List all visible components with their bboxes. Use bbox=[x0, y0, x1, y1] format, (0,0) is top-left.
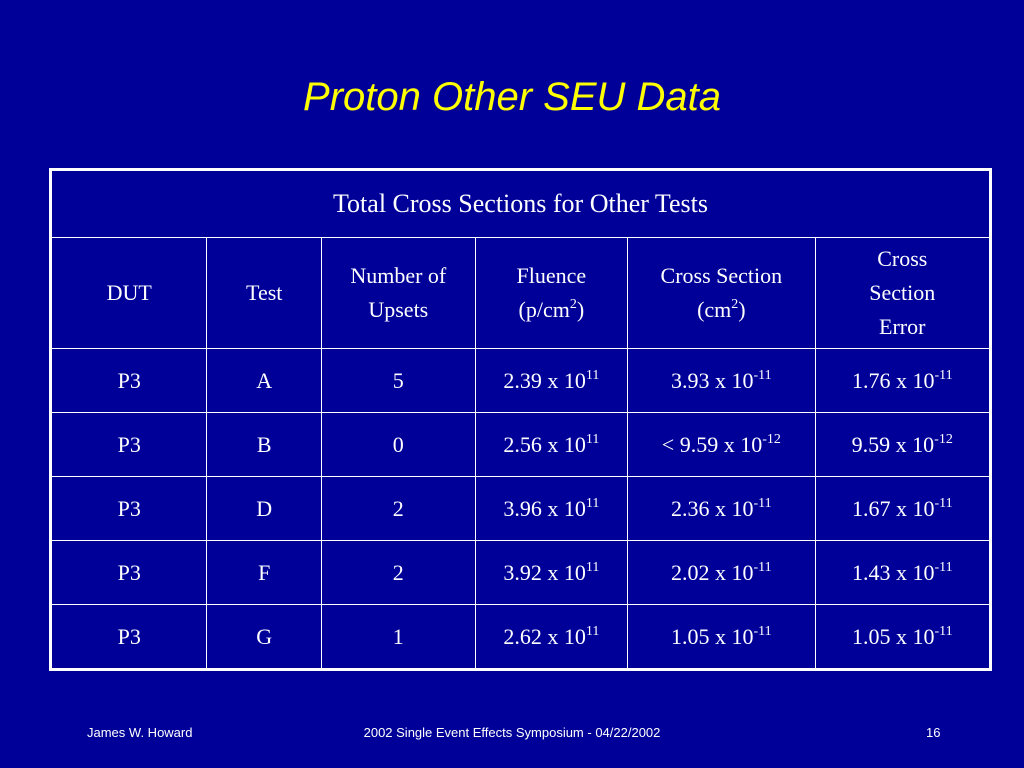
table-row bbox=[51, 605, 991, 670]
cell-err-base: 1.05 x 10 bbox=[851, 623, 935, 649]
cell-xs-base: < 9.59 x 10 bbox=[661, 431, 763, 457]
header-fluence-unit: (p/cm bbox=[518, 297, 570, 322]
cell-err-exp: -11 bbox=[934, 559, 953, 575]
cell-cross-section bbox=[628, 477, 815, 541]
cell-dut: P3 bbox=[51, 413, 207, 477]
slide-title: Proton Other SEU Data bbox=[303, 75, 721, 119]
header-xs-line1: Cross Section bbox=[660, 263, 783, 288]
cell-cross-section-error bbox=[815, 477, 990, 541]
cell-test: B bbox=[207, 413, 322, 477]
cell-cross-section-error bbox=[815, 413, 990, 477]
cell-upsets: 2 bbox=[322, 541, 476, 605]
cell-fluence bbox=[475, 477, 628, 541]
cell-test: D bbox=[207, 477, 322, 541]
header-xs-unit-close: ) bbox=[738, 297, 746, 322]
table-row bbox=[51, 541, 991, 605]
footer-event: 2002 Single Event Effects Symposium - 04/22/2002 bbox=[363, 725, 661, 740]
cell-dut: P3 bbox=[51, 605, 207, 670]
cell-fluence bbox=[475, 541, 628, 605]
header-dut: DUT bbox=[51, 238, 207, 349]
cell-xs-base: 2.02 x 10 bbox=[671, 559, 754, 585]
table-row bbox=[51, 349, 991, 413]
cell-xs-base: 3.93 x 10 bbox=[671, 367, 754, 393]
table-caption: Total Cross Sections for Other Tests bbox=[51, 170, 991, 238]
table-caption-row bbox=[51, 170, 991, 238]
cell-fluence-exp: 11 bbox=[585, 559, 600, 575]
header-test: Test bbox=[207, 238, 322, 349]
header-xserr-line2: Section bbox=[869, 280, 936, 305]
cell-fluence bbox=[475, 605, 628, 670]
header-cross-section bbox=[628, 238, 815, 349]
cell-test: G bbox=[207, 605, 322, 670]
header-upsets-line1: Number of bbox=[350, 263, 447, 288]
header-fluence-line1: Fluence bbox=[516, 263, 587, 288]
header-xserr-line1: Cross bbox=[877, 246, 928, 271]
cell-upsets: 0 bbox=[322, 413, 476, 477]
cell-xs-exp: -11 bbox=[753, 495, 772, 511]
cell-xs-exp: -12 bbox=[762, 431, 781, 447]
cell-dut: P3 bbox=[51, 477, 207, 541]
header-fluence bbox=[475, 238, 628, 349]
cell-fluence bbox=[475, 413, 628, 477]
header-upsets bbox=[322, 238, 476, 349]
cell-xs-base: 2.36 x 10 bbox=[671, 495, 754, 521]
cell-err-base: 1.43 x 10 bbox=[851, 559, 935, 585]
cell-xs-exp: -11 bbox=[753, 623, 772, 639]
cell-err-base: 1.76 x 10 bbox=[851, 367, 935, 393]
header-xs-unit-sup: 2 bbox=[731, 297, 739, 312]
cell-test: F bbox=[207, 541, 322, 605]
cell-cross-section-error bbox=[815, 541, 990, 605]
cell-xs-exp: -11 bbox=[753, 367, 772, 383]
cell-xs-base: 1.05 x 10 bbox=[671, 623, 754, 649]
header-fluence-unit-sup: 2 bbox=[569, 297, 577, 312]
header-cross-section-error bbox=[815, 238, 990, 349]
cell-upsets: 5 bbox=[322, 349, 476, 413]
cell-cross-section bbox=[628, 605, 815, 670]
cell-fluence-base: 2.56 x 10 bbox=[503, 431, 586, 457]
cell-err-base: 9.59 x 10 bbox=[851, 431, 935, 457]
cell-fluence-base: 2.39 x 10 bbox=[503, 367, 586, 393]
cell-err-base: 1.67 x 10 bbox=[851, 495, 935, 521]
cell-dut: P3 bbox=[51, 349, 207, 413]
cell-fluence-exp: 11 bbox=[585, 495, 600, 511]
cell-fluence bbox=[475, 349, 628, 413]
cross-section-table bbox=[49, 168, 992, 671]
cell-fluence-base: 3.96 x 10 bbox=[503, 495, 586, 521]
cell-upsets: 2 bbox=[322, 477, 476, 541]
table-header-row bbox=[51, 238, 991, 349]
cell-cross-section bbox=[628, 349, 815, 413]
cell-fluence-base: 2.62 x 10 bbox=[503, 623, 586, 649]
cell-cross-section-error bbox=[815, 349, 990, 413]
cell-upsets: 1 bbox=[322, 605, 476, 670]
header-fluence-unit-close: ) bbox=[576, 297, 585, 322]
cell-err-exp: -11 bbox=[934, 623, 953, 639]
cell-fluence-exp: 11 bbox=[585, 623, 600, 639]
cell-fluence-exp: 11 bbox=[585, 367, 600, 383]
cell-xs-exp: -11 bbox=[753, 559, 772, 575]
cell-test: A bbox=[207, 349, 322, 413]
header-xs-unit: (cm bbox=[697, 297, 732, 322]
cell-fluence-exp: 11 bbox=[585, 431, 600, 447]
cell-cross-section bbox=[628, 541, 815, 605]
cell-fluence-base: 3.92 x 10 bbox=[503, 559, 586, 585]
table-row bbox=[51, 413, 991, 477]
footer-page-number: 16 bbox=[926, 725, 941, 740]
cell-dut: P3 bbox=[51, 541, 207, 605]
cell-err-exp: -11 bbox=[934, 495, 953, 511]
header-upsets-line2: Upsets bbox=[368, 297, 429, 322]
cell-err-exp: -11 bbox=[934, 367, 953, 383]
footer-author: James W. Howard bbox=[87, 725, 193, 740]
cell-cross-section bbox=[628, 413, 815, 477]
cell-cross-section-error bbox=[815, 605, 990, 670]
table-row bbox=[51, 477, 991, 541]
cell-err-exp: -12 bbox=[934, 431, 953, 447]
header-xserr-line3: Error bbox=[879, 314, 926, 339]
